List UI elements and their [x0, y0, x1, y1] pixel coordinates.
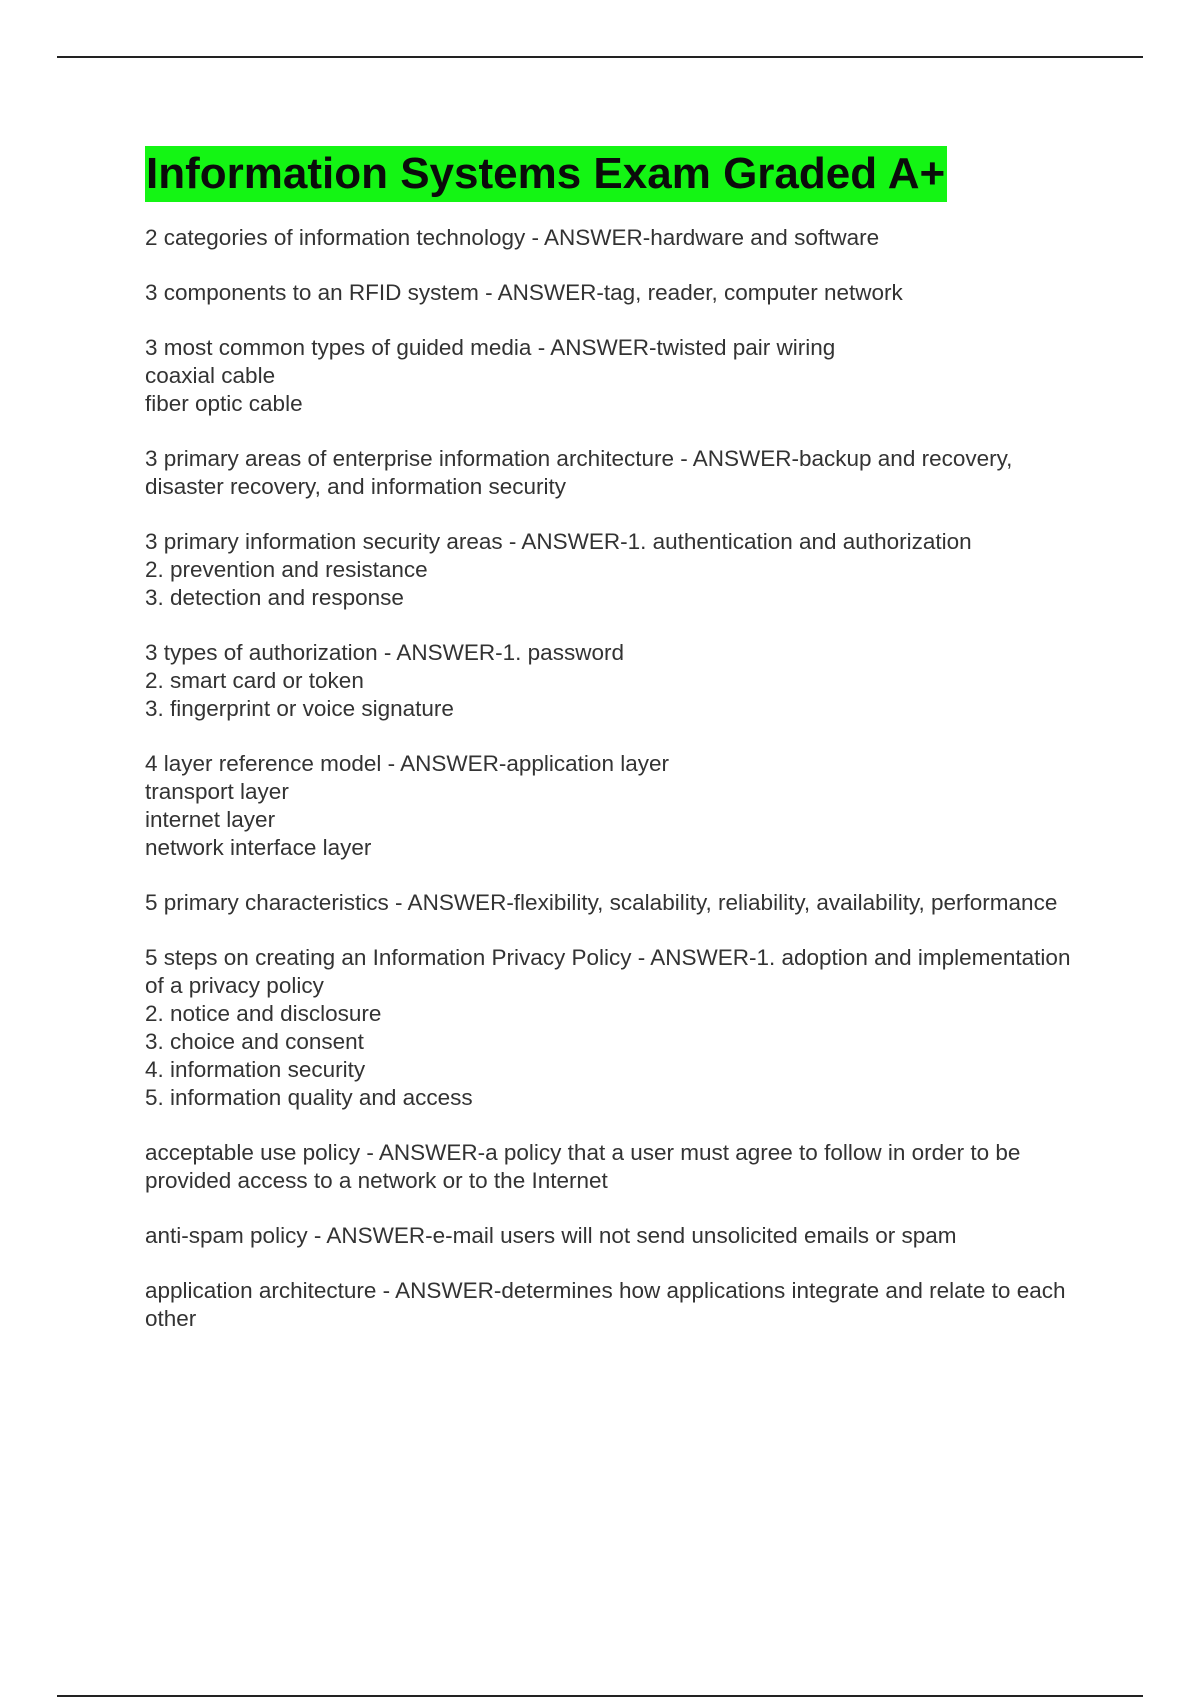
- entry-line: 3. fingerprint or voice signature: [145, 696, 454, 721]
- top-rule: [57, 56, 1143, 58]
- qa-entry: [145, 750, 1095, 862]
- entry-line: 3. detection and response: [145, 585, 404, 610]
- entry-line: 5 primary characteristics - ANSWER-flexibility, scalability, reliability, availability, performance: [145, 890, 1058, 915]
- entry-line: 5. information quality and access: [145, 1085, 473, 1110]
- entry-line: anti-spam policy - ANSWER-e-mail users will not send unsolicited emails or spam: [145, 1223, 957, 1248]
- entry-line: 2. prevention and resistance: [145, 557, 428, 582]
- qa-entry: [145, 445, 1095, 501]
- qa-entry: [145, 224, 1095, 252]
- entry-line: 2. smart card or token: [145, 668, 364, 693]
- bottom-rule: [57, 1695, 1143, 1697]
- qa-entry: [145, 528, 1095, 612]
- page-title: Information Systems Exam Graded A+: [145, 146, 947, 202]
- entry-line: 4. information security: [145, 1057, 366, 1082]
- entry-line: 3 most common types of guided media - ANSWER-twisted pair wiring: [145, 335, 836, 360]
- entry-line: 2 categories of information technology - ANSWER-hardware and software: [145, 225, 880, 250]
- entry-line: transport layer: [145, 779, 289, 804]
- entry-line: fiber optic cable: [145, 391, 303, 416]
- qa-entry: [145, 944, 1095, 1112]
- qa-entry: [145, 639, 1095, 723]
- entry-line: 5 steps on creating an Information Privacy Policy - ANSWER-1. adoption and implementation of a privacy policy: [145, 945, 1071, 998]
- entry-line: network interface layer: [145, 835, 372, 860]
- entry-line: internet layer: [145, 807, 276, 832]
- entry-line: 3. choice and consent: [145, 1029, 364, 1054]
- document-body: [145, 146, 1095, 1360]
- entry-line: 2. notice and disclosure: [145, 1001, 382, 1026]
- qa-entry: [145, 334, 1095, 418]
- entry-line: 4 layer reference model - ANSWER-application layer: [145, 751, 669, 776]
- entry-line: 3 primary areas of enterprise information architecture - ANSWER-backup and recovery, disaster recovery, and information security: [145, 446, 1013, 499]
- entry-line: 3 types of authorization - ANSWER-1. password: [145, 640, 624, 665]
- qa-entry: [145, 279, 1095, 307]
- entry-line: acceptable use policy - ANSWER-a policy that a user must agree to follow in order to be provided access to a network or to the Internet: [145, 1140, 1021, 1193]
- entry-line: 3 primary information security areas - ANSWER-1. authentication and authorization: [145, 529, 972, 554]
- qa-entry: [145, 889, 1095, 917]
- qa-entry: [145, 1222, 1095, 1250]
- entry-line: 3 components to an RFID system - ANSWER-tag, reader, computer network: [145, 280, 903, 305]
- qa-entry: [145, 1277, 1095, 1333]
- qa-entry: [145, 1139, 1095, 1195]
- entry-line: coaxial cable: [145, 363, 276, 388]
- entry-line: application architecture - ANSWER-determines how applications integrate and relate to each other: [145, 1278, 1066, 1331]
